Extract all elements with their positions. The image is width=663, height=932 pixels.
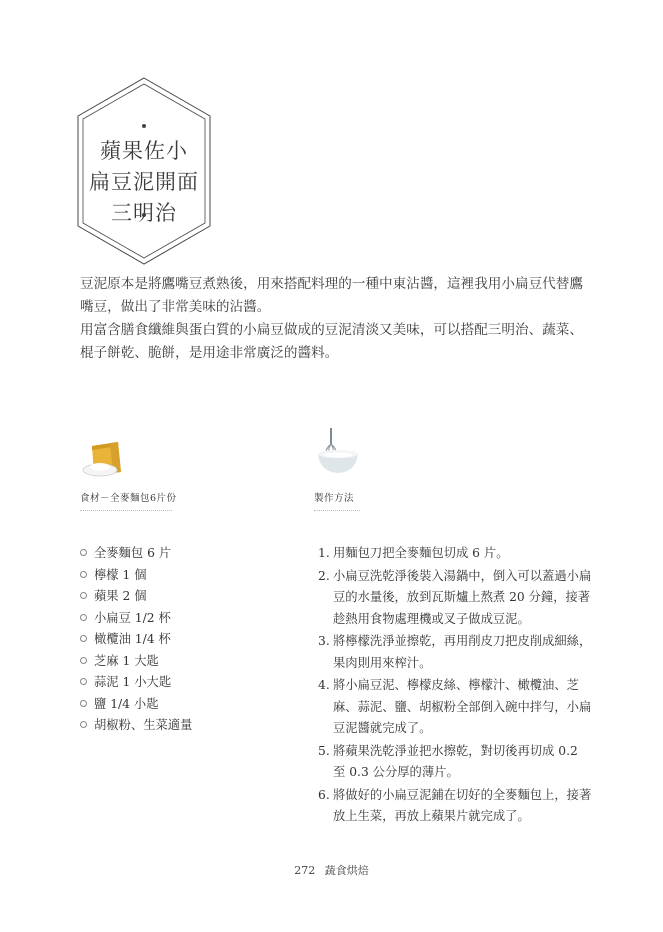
step-number: 3. bbox=[318, 634, 330, 648]
bullet-icon bbox=[80, 614, 87, 621]
title-line: 扁豆泥開面 bbox=[89, 170, 199, 194]
bullet-icon bbox=[80, 721, 87, 728]
step-text: 將蘋果洗乾淨並把水擦乾，對切後再切成 0.2 至 0.3 公分厚的薄片。 bbox=[333, 743, 578, 779]
title-line: 三明治 bbox=[111, 201, 177, 225]
intro-paragraph: 豆泥原本是將鷹嘴豆煮熟後，用來搭配料理的一種中東沾醬，這裡我用小扁豆代替鷹嘴豆，做出了非常美味的沾醬。 bbox=[80, 276, 583, 315]
page-footer bbox=[0, 862, 663, 878]
step-text: 小扁豆洗乾淨後裝入湯鍋中，倒入可以蓋過小扁豆的水量後，放到瓦斯爐上熬煮 20 分鐘，接著趁熱用食物處理機或叉子做成豆泥。 bbox=[333, 568, 592, 626]
page-number: 272 bbox=[294, 864, 316, 877]
bullet-icon bbox=[80, 657, 87, 664]
list-item: 芝麻 1 大匙 bbox=[80, 651, 192, 673]
ingredients-heading: 食材－全麥麵包6片份 bbox=[80, 493, 177, 504]
divider bbox=[80, 510, 172, 511]
title-badge bbox=[74, 76, 214, 266]
intro-text bbox=[80, 273, 590, 365]
step-item bbox=[318, 785, 593, 828]
step-number: 6. bbox=[318, 787, 330, 802]
method-heading: 製作方法 bbox=[314, 493, 355, 504]
flour-bag-icon bbox=[80, 432, 128, 480]
step-number: 1. bbox=[318, 546, 330, 560]
step-number: 4. bbox=[318, 678, 330, 692]
list-item: 橄欖油 1/4 杯 bbox=[80, 629, 192, 651]
step-item bbox=[318, 675, 593, 740]
recipe-title bbox=[74, 136, 214, 229]
book-title: 蔬食烘焙 bbox=[324, 864, 369, 877]
divider bbox=[314, 510, 360, 511]
bullet-icon bbox=[80, 549, 87, 556]
list-item: 全麥麵包 6 片 bbox=[80, 543, 192, 565]
list-item: 鹽 1/4 小匙 bbox=[80, 694, 192, 716]
list-item: 小扁豆 1/2 杯 bbox=[80, 608, 192, 630]
bullet-icon bbox=[80, 592, 87, 599]
step-text: 將小扁豆泥、檸檬皮絲、檸檬汁、橄欖油、芝麻、蒜泥、鹽、胡椒粉全部倒入碗中拌勻，小扁豆泥醬就完成了。 bbox=[333, 678, 592, 735]
step-item bbox=[318, 566, 593, 631]
list-item: 胡椒粉、生菜適量 bbox=[80, 715, 192, 737]
ingredient-list bbox=[80, 543, 192, 737]
list-item: 蘋果 2 個 bbox=[80, 586, 192, 608]
step-item bbox=[318, 741, 593, 784]
step-item bbox=[318, 543, 593, 565]
bullet-icon bbox=[80, 678, 87, 685]
step-text: 將檸檬洗淨並擦乾，再用削皮刀把皮削成細絲，果肉則用來榨汁。 bbox=[333, 634, 592, 670]
step-text: 用麵包刀把全麥麵包切成 6 片。 bbox=[333, 546, 509, 560]
bullet-icon bbox=[80, 635, 87, 642]
list-item: 蒜泥 1 小大匙 bbox=[80, 672, 192, 694]
bullet-icon bbox=[80, 571, 87, 578]
step-item bbox=[318, 631, 593, 674]
list-item: 檸檬 1 個 bbox=[80, 565, 192, 587]
method-steps bbox=[318, 543, 593, 829]
bullet-icon bbox=[80, 700, 87, 707]
whisk-bowl-icon bbox=[314, 426, 362, 474]
intro-paragraph: 用富含膳食纖維與蛋白質的小扁豆做成的豆泥清淡又美味，可以搭配三明治、蔬菜、棍子餅乾、脆餅，是用途非常廣泛的醬料。 bbox=[80, 322, 583, 361]
step-number: 2. bbox=[318, 568, 330, 583]
step-number: 5. bbox=[318, 743, 330, 758]
title-line: 蘋果佐小 bbox=[100, 139, 188, 163]
step-text: 將做好的小扁豆泥鋪在切好的全麥麵包上，接著放上生菜，再放上蘋果片就完成了。 bbox=[333, 787, 592, 823]
